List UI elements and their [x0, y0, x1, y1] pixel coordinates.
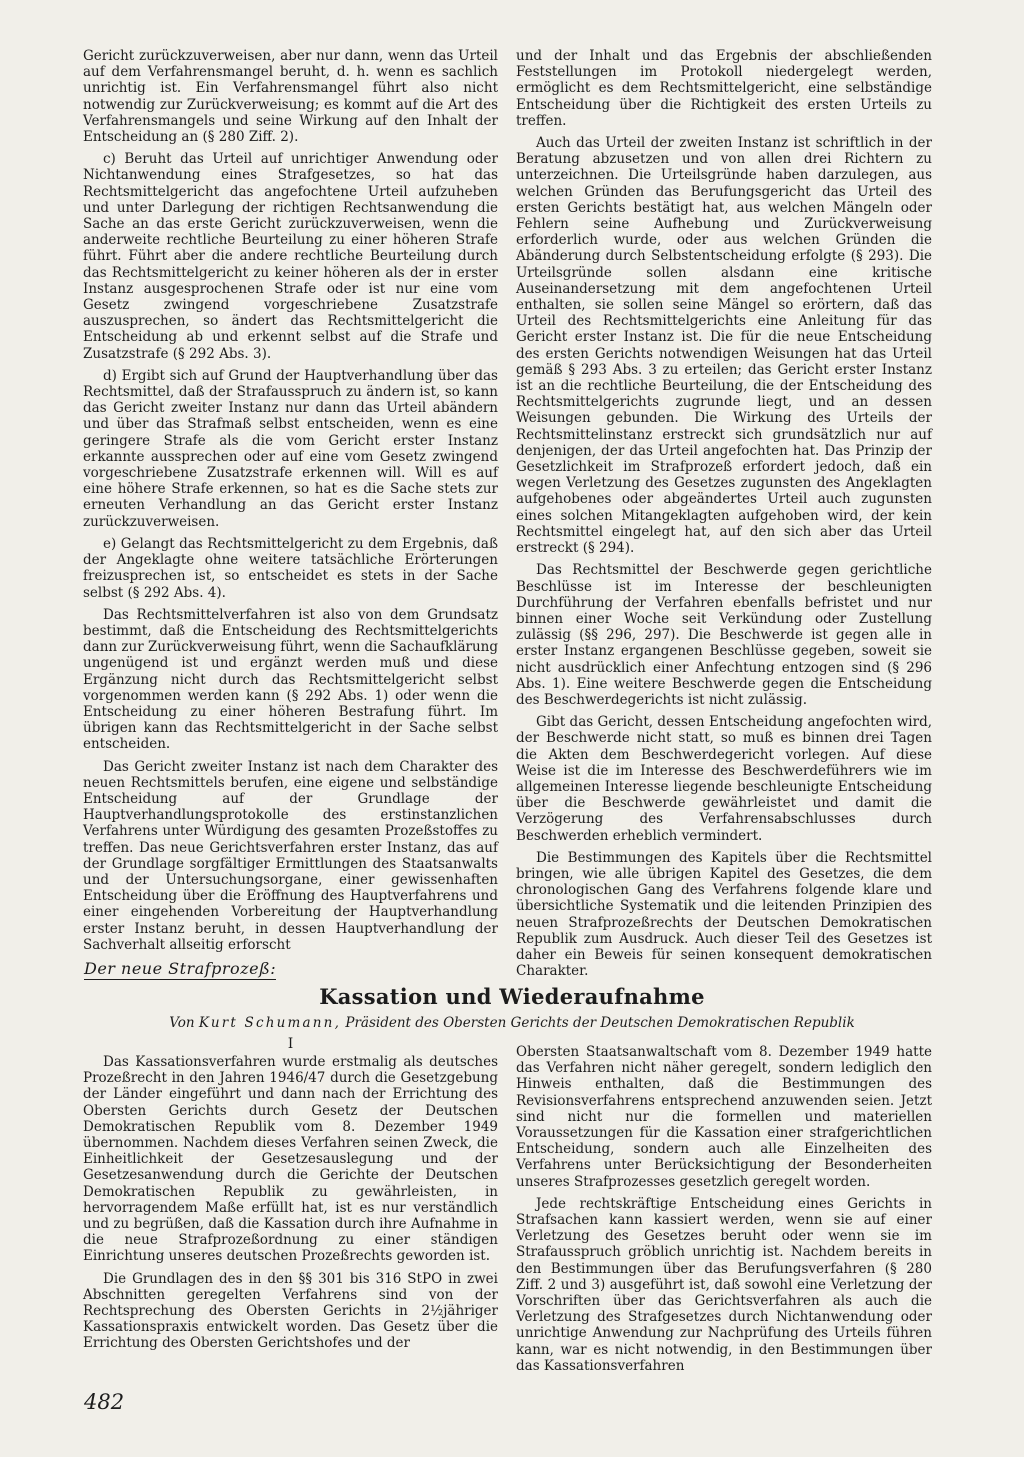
byline-prefix: Von [169, 1015, 195, 1031]
paragraph: Das Kassationsverfahren wurde erstmalig als deutsches Prozeßrecht in den Jahren 1946/47 durch die Gesetzgebung der Länder eingeführt und dann nach der Errichtung des Obersten Gerichts durch Gesetz der Deutschen Demokratischen Republik vom 8. Dezember 1949 übernommen. Nachdem dieses Verfahren seinen Zweck, die Einheitlichkeit der Gesetzesauslegung und der Gesetzesanwendung durch die Gerichte der Deutschen Demokratischen Republik zu gewährleisten, in hervorragendem Maße erfüllt hat, ist es nur verständlich und zu begrüßen, daß die Kassation durch ihre Aufnahme in die neue Strafprozeßordnung zu einer ständigen Einrichtung unseres deutschen Prozeßrechts geworden ist. [83, 1054, 498, 1265]
section-numeral: I [287, 1036, 294, 1052]
paragraph: Das Rechtsmittelverfahren ist also von dem Grundsatz bestimmt, daß die Entscheidung des Rechtsmittelgerichts dann zur Zurückverweisung führt, wenn die Sachaufklärung ungenügend ist und ergänzt werden muß und diese Ergänzung nicht durch das Rechtsmittelgericht selbst vorgenommen werden kann (§ 292 Abs. 1) oder wenn die Entscheidung zu einer höheren Bestrafung führt. Im übrigen kann das Rechtsmittelgericht in der Sache selbst entscheiden. [83, 606, 498, 753]
paragraph: Das Rechtsmittel der Beschwerde gegen gerichtliche Beschlüsse ist im Interesse der beschleunigten Durchführung der Verfahren ebenfalls befristet und nur binnen einer Woche seit Verkündung oder Zustellung zulässig (§§ 296, 297). Die Beschwerde ist gegen alle in erster Instanz ergangenen Beschlüsse gegeben, soweit sie nicht ausdrücklich einer Anfechtung entzogen sind (§ 296 Abs. 1). Eine weitere Beschwerde gegen die Entscheidung des Beschwerdegerichts ist nicht zulässig. [516, 562, 932, 708]
article-byline [80, 1015, 944, 1031]
paragraph: Obersten Staatsanwaltschaft vom 8. Dezember 1949 hatte das Verfahren nicht näher geregelt, sondern lediglich den Hinweis enthalten, daß die Bestimmungen des Revisionsverfahrens entsprechend anzuwenden seien. Jetzt sind nicht nur die formellen und materiellen Voraussetzungen für die Kassation einer strafgerichtlichen Entscheidung, sondern auch alle Einzelheiten des Verfahrens unter Berücksichtigung der Besonderheiten unseres Strafprozesses gesetzlich geregelt worden. [516, 1044, 932, 1190]
paragraph: d) Ergibt sich auf Grund der Hauptverhandlung über das Rechtsmittel, daß der Strafausspruch zu ändern ist, so kann das Gericht zweiter Instanz nur dann das Urteil abändern und über das Strafmaß selbst entscheiden, wenn es eine geringere Strafe als die vom Gericht erster Instanz erkannte aussprechen oder auf eine vom Gesetz zwingend vorgeschriebene Zusatzstrafe erkennen will. Will es auf eine höhere Strafe erkennen, so hat es die Sache stets zur erneuten Verhandlung an das Gericht erster Instanz zurückzuverweisen. [83, 367, 498, 530]
article-headline: Kassation und Wiederaufnahme [319, 984, 705, 1009]
page-number: 482 [84, 1390, 125, 1414]
paragraph: Gericht zurückzuverweisen, aber nur dann, wenn das Urteil auf dem Verfahrensmangel beruht, d. h. wenn es sachlich unrichtig ist. Ein Verfahrensmangel führt also nicht notwendig zur Zurückverweisung; es kommt auf die Art des Verfahrensmangels und seine Wirkung auf den Inhalt der Entscheidung an (§ 280 Ziff. 2). [83, 48, 498, 146]
paragraph: Auch das Urteil der zweiten Instanz ist schriftlich in der Beratung abzusetzen und von allen drei Richtern zu unterzeichnen. Die Urteilsgründe haben darzulegen, aus welchen Gründen das Berufungsgericht das Urteil des ersten Gerichts bestätigt hat, aus welchen Mängeln oder Fehlern seine Aufhebung und Zurückverweisung erforderlich wurde, oder aus welchen Gründen die Abänderung durch Selbstentscheidung erfolgte (§ 293). Die Urteilsgründe sollen alsdann eine kritische Auseinandersetzung mit dem angefochtenen Urteil enthalten, sie sollen seine Mängel so erörtern, daß das Urteil des Rechtsmittelgerichts eine Anleitung für das Gericht erster Instanz ist. Die für die neue Entscheidung des ersten Gerichts notwendigen Weisungen hat das Urteil gemäß § 293 Abs. 3 zu erteilen; das Gericht erster Instanz ist an die rechtliche Beurteilung, die der Entscheidung des Rechtsmittelgerichts zugrunde liegt, und an dessen Weisungen gebunden. Die Wirkung des Urteils der Rechtsmittelinstanz erstreckt sich grundsätzlich nur auf denjenigen, der das Urteil angefochten hat. Das Prinzip der Gesetzlichkeit im Strafprozeß erfordert jedoch, daß ein wegen Verletzung des Gesetzes zugunsten des Angeklagten aufgehobenes oder abgeändertes Urteil auch zugunsten eines solchen Mitangeklagten aufgehoben wird, der kein Rechtsmittel eingelegt hat, auf den sich aber das Urteil erstreckt (§ 294). [516, 135, 932, 557]
text-column-top-right [516, 48, 932, 985]
paragraph: Die Bestimmungen des Kapitels über die Rechtsmittel bringen, wie alle übrigen Kapitel des Gesetzes, die dem chronologischen Gang des Verfahrens folgende klare und übersichtliche Systematik und die leitenden Prinzipien des neuen Strafprozeßrechts der Deutschen Demokratischen Republik zum Ausdruck. Auch dieser Teil des Gesetzes ist daher ein Beweis für seinen konsequent demokratischen Charakter. [516, 849, 932, 980]
paragraph: Jede rechtskräftige Entscheidung eines Gerichts in Strafsachen kann kassiert werden, wenn sie auf einer Verletzung des Gesetzes beruht oder wenn sie im Strafausspruch gröblich unrichtig ist. Nachdem bereits in den Bestimmungen über das Berufungsverfahren (§ 280 Ziff. 2 und 3) ausgeführt ist, daß sowohl eine Verletzung der Vorschriften über das Gerichtsverfahren als auch die Verletzung des Strafgesetzes durch Nichtanwendung oder unrichtige Anwendung zur Nachprüfung des Urteils führen kann, war es nicht notwendig, in den Bestimmungen über das Kassationsverfahren [516, 1195, 932, 1374]
text-column-bottom-left [83, 1054, 498, 1358]
paragraph: Das Gericht zweiter Instanz ist nach dem Charakter des neuen Rechtsmittels berufen, eine eigene und selbständige Entscheidung auf der Grundlage der Hauptverhandlungsprotokolle des erstinstanzlichen Verfahrens unter Würdigung des gesamten Prozeßstoffes zu treffen. Das neue Gerichtsverfahren erster Instanz, das auf der Grundlage sorgfältiger Ermittlungen des Staatsanwalts und der Untersuchungsorgane, einer gewissenhaften Entscheidung über die Eröffnung des Hauptverfahrens und einer eingehenden Vorbereitung der Hauptverhandlung erster Instanz beruht, in dessen Hauptverhandlung der Sachverhalt allseitig erforscht [83, 758, 498, 953]
paragraph: Die Grundlagen des in den §§ 301 bis 316 StPO in zwei Abschnitten geregelten Verfahrens sind von der Rechtsprechung des Obersten Gerichts in 2½jähriger Kassationspraxis entwickelt worden. Das Gesetz über die Errichtung des Obersten Gerichtshofes und der [83, 1270, 498, 1352]
text-column-bottom-right [516, 1044, 932, 1380]
byline-author: Kurt Schumann, [198, 1015, 342, 1031]
text-column-top-left [83, 48, 498, 959]
paragraph: c) Beruht das Urteil auf unrichtiger Anwendung oder Nichtanwendung eines Strafgesetzes, so hat das Rechtsmittelgericht das angefochtene Urteil aufzuheben und unter Darlegung der richtigen Rechtsanwendung die Sache an das erste Gericht zurückzuverweisen, wenn die anderweite rechtliche Beurteilung zu einer höheren Strafe führt. Führt aber die andere rechtliche Beurteilung durch das Rechtsmittelgericht zu keiner höheren als der in erster Instanz ausgesprochenen Strafe oder ist nur eine vom Gesetz zwingend vorgeschriebene Zusatzstrafe auszusprechen, so ändert das Rechtsmittelgericht die Entscheidung ab und erkennt selbst auf die Strafe und Zusatzstrafe (§ 292 Abs. 3). [83, 151, 498, 362]
paragraph: Gibt das Gericht, dessen Entscheidung angefochten wird, der Beschwerde nicht statt, so muß es binnen drei Tagen die Akten dem Beschwerdegericht vorlegen. Auf diese Weise ist die im Interesse des Beschwerdeführers wie im allgemeinen Interesse liegende beschleunigte Entscheidung über die Beschwerde gewährleistet und damit die Verzögerung des Verfahrensabschlusses durch Beschwerden erheblich vermindert. [516, 714, 932, 844]
paragraph: e) Gelangt das Rechtsmittelgericht zu dem Ergebnis, daß der Angeklagte ohne weitere tatsächliche Erörterungen freizusprechen ist, so entscheidet es stets in der Sache selbst (§ 292 Abs. 4). [83, 535, 498, 601]
series-heading: Der neue Strafprozeß: [84, 959, 277, 978]
byline-title: Präsident des Obersten Gerichts der Deutschen Demokratischen Republik [345, 1015, 855, 1031]
paragraph: und der Inhalt und das Ergebnis der abschließenden Feststellungen im Protokoll niedergelegt werden, ermöglicht es dem Rechtsmittelgericht, eine selbständige Entscheidung über die Richtigkeit des ersten Urteils zu treffen. [516, 48, 932, 129]
